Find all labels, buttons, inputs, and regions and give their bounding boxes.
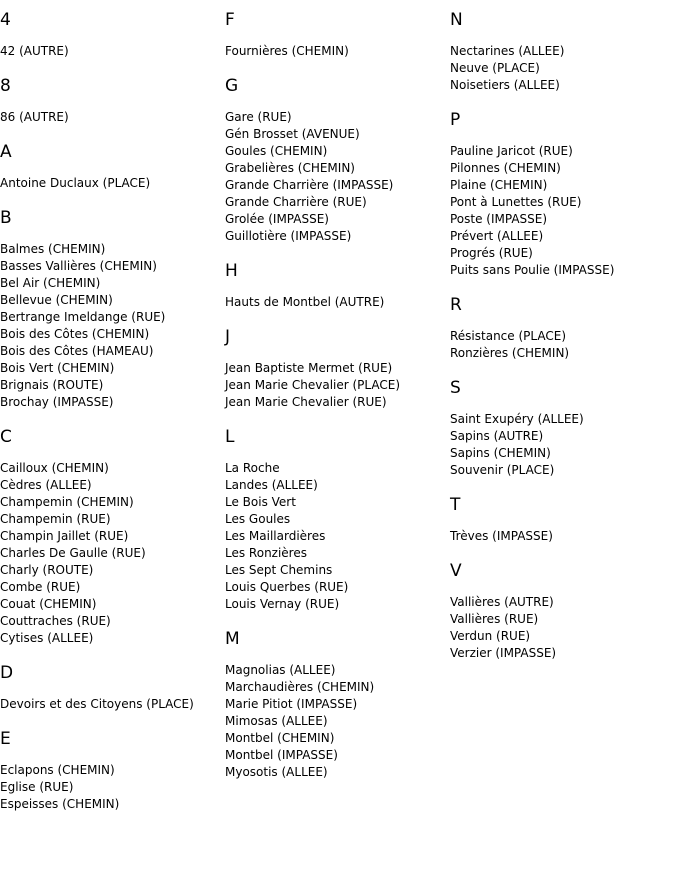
letter-section	[0, 10, 225, 60]
street-link[interactable]: Devoirs et des Citoyens (PLACE)	[0, 697, 194, 711]
letter-section	[450, 295, 675, 362]
street-link[interactable]: Myosotis (ALLEE)	[225, 765, 328, 779]
street-link[interactable]: Souvenir (PLACE)	[450, 463, 555, 477]
street-link[interactable]: Pont à Lunettes (RUE)	[450, 195, 582, 209]
street-link[interactable]: Bel Air (CHEMIN)	[0, 276, 101, 290]
street-link[interactable]: Grabelières (CHEMIN)	[225, 161, 355, 175]
street-link[interactable]: Jean Baptiste Mermet (RUE)	[225, 361, 393, 375]
letter-section	[0, 663, 225, 713]
street-link[interactable]: Les Sept Chemins	[225, 563, 333, 577]
street-link[interactable]: Marie Pitiot (IMPASSE)	[225, 697, 358, 711]
street-link[interactable]: Gén Brosset (AVENUE)	[225, 127, 360, 141]
street-link[interactable]: Montbel (CHEMIN)	[225, 731, 335, 745]
section-letter-heading: J	[225, 327, 231, 347]
street-link[interactable]: Brochay (IMPASSE)	[0, 395, 114, 409]
section-letter-heading: M	[225, 629, 240, 649]
street-link[interactable]: Résistance (PLACE)	[450, 329, 566, 343]
letter-section	[225, 76, 450, 245]
letter-section	[0, 427, 225, 647]
street-link[interactable]: Montbel (IMPASSE)	[225, 748, 338, 762]
street-link[interactable]: Jean Marie Chevalier (PLACE)	[225, 378, 401, 392]
letter-section	[225, 629, 450, 781]
street-link[interactable]: Combe (RUE)	[0, 580, 81, 594]
letter-section	[225, 261, 450, 311]
section-letter-heading: A	[0, 142, 12, 162]
section-letter-heading: T	[450, 495, 461, 515]
street-link[interactable]: Bois des Côtes (CHEMIN)	[0, 327, 150, 341]
letter-section	[0, 76, 225, 126]
street-link[interactable]: Les Maillardières	[225, 529, 326, 543]
street-link[interactable]: Guillotière (IMPASSE)	[225, 229, 352, 243]
street-link[interactable]: Goules (CHEMIN)	[225, 144, 328, 158]
street-link[interactable]: Grolée (IMPASSE)	[225, 212, 329, 226]
street-link[interactable]: Hauts de Montbel (AUTRE)	[225, 295, 385, 309]
street-link[interactable]: Poste (IMPASSE)	[450, 212, 548, 226]
street-link[interactable]: Bellevue (CHEMIN)	[0, 293, 113, 307]
letter-section	[0, 729, 225, 813]
street-link[interactable]: Neuve (PLACE)	[450, 61, 540, 75]
street-link[interactable]: Charly (ROUTE)	[0, 563, 94, 577]
street-link[interactable]: Pauline Jaricot (RUE)	[450, 144, 573, 158]
street-link[interactable]: Champemin (CHEMIN)	[0, 495, 134, 509]
street-link[interactable]: Balmes (CHEMIN)	[0, 242, 106, 256]
letter-section	[0, 208, 225, 411]
street-link[interactable]: Brignais (ROUTE)	[0, 378, 104, 392]
street-link[interactable]: Vallières (AUTRE)	[450, 595, 554, 609]
section-letter-heading: 8	[0, 76, 11, 96]
street-link[interactable]: Bertrange Imeldange (RUE)	[0, 310, 166, 324]
street-index-column	[225, 10, 450, 797]
letter-section	[225, 427, 450, 613]
street-link[interactable]: Saint Exupéry (ALLEE)	[450, 412, 584, 426]
letter-section	[225, 327, 450, 411]
street-link[interactable]: Grande Charrière (RUE)	[225, 195, 367, 209]
street-link[interactable]: Champemin (RUE)	[0, 512, 111, 526]
street-link[interactable]: Les Ronzières	[225, 546, 307, 560]
street-link[interactable]: Sapins (CHEMIN)	[450, 446, 551, 460]
street-link[interactable]: Gare (RUE)	[225, 110, 292, 124]
street-link[interactable]: 42 (AUTRE)	[0, 44, 69, 58]
street-link[interactable]: Ronzières (CHEMIN)	[450, 346, 570, 360]
street-link[interactable]: Cèdres (ALLEE)	[0, 478, 92, 492]
street-link[interactable]: Marchaudières (CHEMIN)	[225, 680, 375, 694]
section-letter-heading: F	[225, 10, 235, 30]
section-letter-heading: D	[0, 663, 14, 683]
street-link[interactable]: Verzier (IMPASSE)	[450, 646, 557, 660]
street-link[interactable]: Charles De Gaulle (RUE)	[0, 546, 146, 560]
section-letter-heading: H	[225, 261, 238, 281]
section-letter-heading: P	[450, 110, 461, 130]
section-letter-heading: C	[0, 427, 12, 447]
street-link[interactable]: Le Bois Vert	[225, 495, 296, 509]
street-link[interactable]: Fournières (CHEMIN)	[225, 44, 349, 58]
street-link[interactable]: Verdun (RUE)	[450, 629, 531, 643]
section-letter-heading: V	[450, 561, 462, 581]
section-letter-heading: R	[450, 295, 462, 315]
letter-section	[450, 110, 675, 279]
street-link[interactable]: Sapins (AUTRE)	[450, 429, 544, 443]
street-link[interactable]: Cailloux (CHEMIN)	[0, 461, 109, 475]
section-letter-heading: B	[0, 208, 12, 228]
section-letter-heading: 4	[0, 10, 11, 30]
letter-section	[450, 561, 675, 662]
letter-section	[0, 142, 225, 192]
street-link[interactable]: Les Goules	[225, 512, 291, 526]
street-link[interactable]: Louis Vernay (RUE)	[225, 597, 340, 611]
letter-section	[225, 10, 450, 60]
street-index-column	[450, 10, 675, 678]
street-link[interactable]: Magnolias (ALLEE)	[225, 663, 336, 677]
street-link[interactable]: Eglise (RUE)	[0, 780, 74, 794]
street-link[interactable]: Couttraches (RUE)	[0, 614, 111, 628]
street-link[interactable]: Basses Vallières (CHEMIN)	[0, 259, 157, 273]
street-link[interactable]: Trèves (IMPASSE)	[450, 529, 553, 543]
street-link[interactable]: La Roche	[225, 461, 280, 475]
street-link[interactable]: Jean Marie Chevalier (RUE)	[225, 395, 387, 409]
street-link[interactable]: Eclapons (CHEMIN)	[0, 763, 115, 777]
street-link[interactable]: 86 (AUTRE)	[0, 110, 69, 124]
street-link[interactable]: Progrés (RUE)	[450, 246, 533, 260]
street-link[interactable]: Louis Querbes (RUE)	[225, 580, 349, 594]
section-letter-heading: N	[450, 10, 463, 30]
street-index-column	[0, 10, 225, 829]
street-link[interactable]: Puits sans Poulie (IMPASSE)	[450, 263, 615, 277]
letter-section	[450, 495, 675, 545]
letter-section	[450, 378, 675, 479]
street-link[interactable]: Noisetiers (ALLEE)	[450, 78, 560, 92]
street-link[interactable]: Vallières (RUE)	[450, 612, 539, 626]
street-link[interactable]: Bois des Côtes (HAMEAU)	[0, 344, 154, 358]
street-link[interactable]: Landes (ALLEE)	[225, 478, 318, 492]
street-link[interactable]: Grande Charrière (IMPASSE)	[225, 178, 394, 192]
section-letter-heading: G	[225, 76, 239, 96]
street-link[interactable]: Bois Vert (CHEMIN)	[0, 361, 115, 375]
street-link[interactable]: Champin Jaillet (RUE)	[0, 529, 129, 543]
section-letter-heading: E	[0, 729, 11, 749]
street-link[interactable]: Espeisses (CHEMIN)	[0, 797, 120, 811]
street-link[interactable]: Mimosas (ALLEE)	[225, 714, 328, 728]
street-link[interactable]: Plaine (CHEMIN)	[450, 178, 548, 192]
street-link[interactable]: Antoine Duclaux (PLACE)	[0, 176, 151, 190]
street-link[interactable]: Nectarines (ALLEE)	[450, 44, 565, 58]
street-link[interactable]: Cytises (ALLEE)	[0, 631, 94, 645]
letter-section	[450, 10, 675, 94]
street-link[interactable]: Prévert (ALLEE)	[450, 229, 544, 243]
street-link[interactable]: Couat (CHEMIN)	[0, 597, 97, 611]
section-letter-heading: S	[450, 378, 461, 398]
street-link[interactable]: Pilonnes (CHEMIN)	[450, 161, 561, 175]
section-letter-heading: L	[225, 427, 235, 447]
